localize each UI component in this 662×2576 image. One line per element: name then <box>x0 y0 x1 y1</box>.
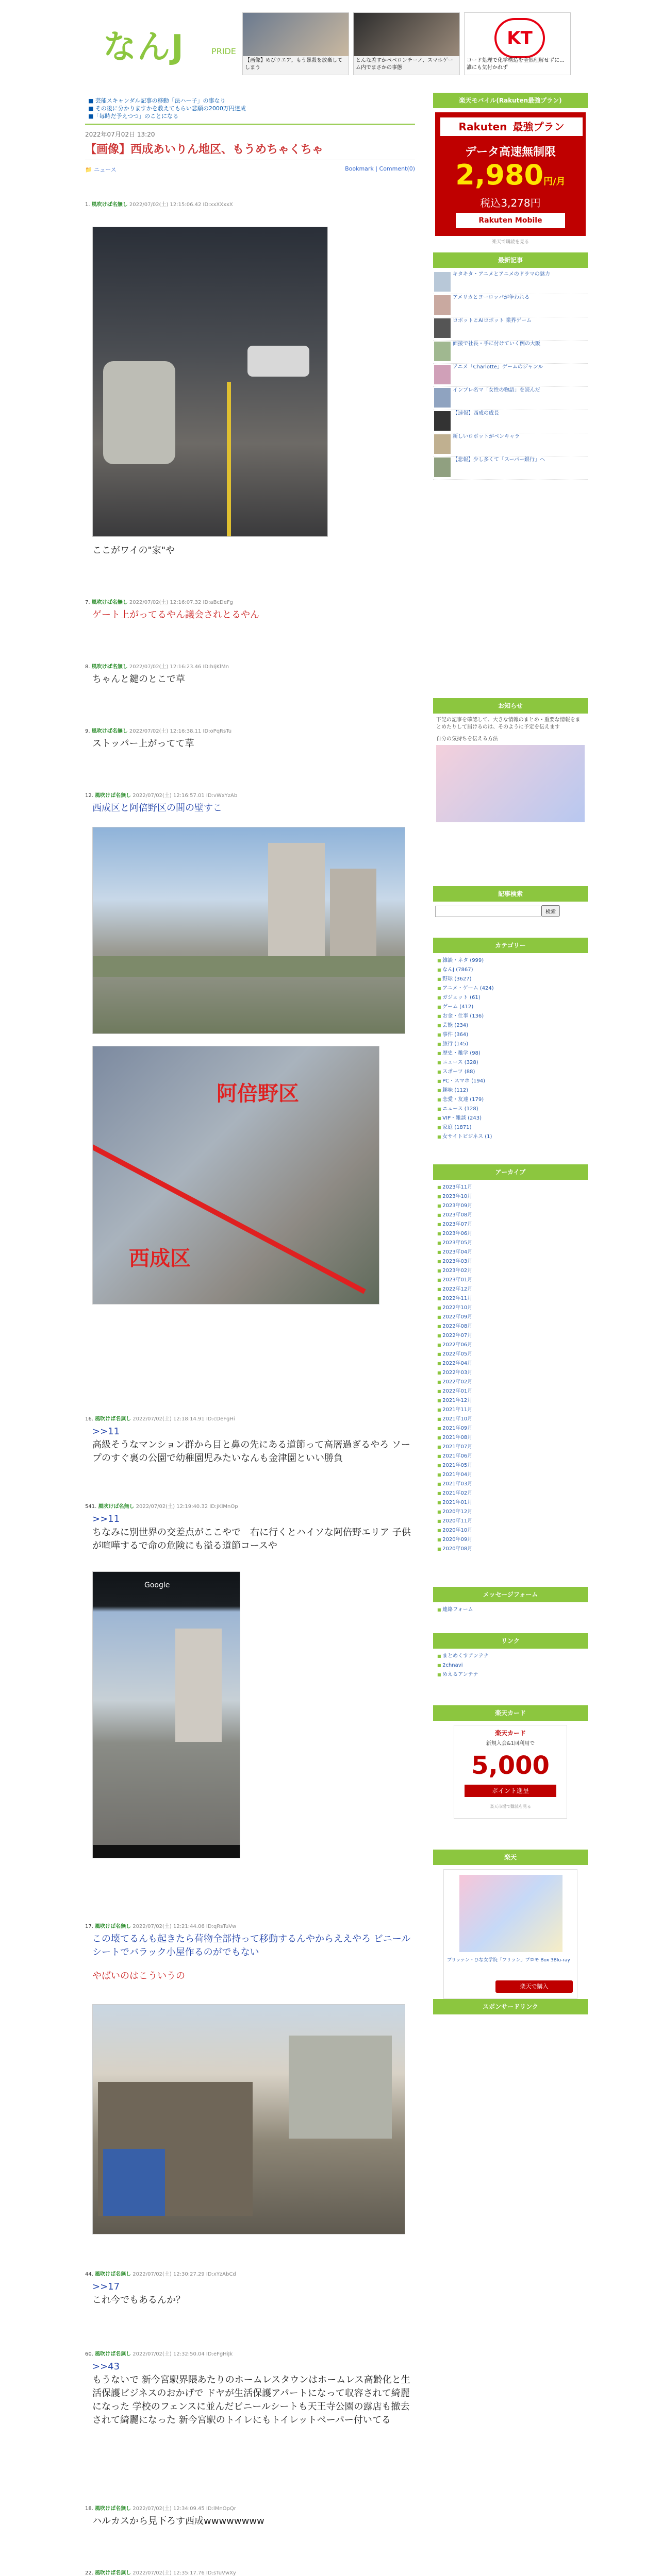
rakuten-mobile-ad <box>433 93 588 245</box>
response-header <box>85 2504 415 2512</box>
archive-link[interactable]: ■ 2022年11月 <box>433 1294 588 1303</box>
category-link[interactable]: ■ 事件 (364) <box>433 1030 588 1040</box>
recent-link[interactable]: インプレ名マ「女性の物語」を読んだ <box>453 387 540 393</box>
recent-item[interactable] <box>433 317 588 341</box>
category-link[interactable]: ■ PC・スマホ (194) <box>433 1077 588 1086</box>
response-body: 西成区と阿倍野区の間の壁すこ <box>92 803 222 814</box>
ad2-title: 楽天 <box>433 1850 588 1865</box>
recent-link[interactable]: ロボットとAIロボット 業界ゲーム <box>453 318 532 324</box>
archive-link[interactable]: ■ 2021年09月 <box>433 1424 588 1433</box>
archive-link[interactable]: ■ 2023年10月 <box>433 1192 588 1201</box>
category-link[interactable]: ■ 女サイトビジネス (1) <box>433 1132 588 1142</box>
banner-caption: コード処理で化学構造を全然理解せずに…誰にも気付かれず <box>467 58 565 71</box>
response <box>85 598 415 622</box>
category-list <box>433 956 588 1142</box>
response-num: 7. <box>85 600 90 605</box>
recent-thumb <box>434 295 451 315</box>
response-body-wrap <box>85 541 415 557</box>
recent-link[interactable]: アニメ「Charlotte」ゲームのジャンル <box>453 364 543 370</box>
archive-link[interactable]: ■ 2022年03月 <box>433 1368 588 1378</box>
archive-link[interactable]: ■ 2021年04月 <box>433 1470 588 1480</box>
search-input[interactable] <box>435 906 541 917</box>
responses-area <box>85 0 415 2576</box>
rakuten-card-block <box>433 1705 588 1819</box>
recent-item[interactable] <box>433 410 588 433</box>
response-date: 2022/07/02(土) 12:16:23.46 ID:hIjKlMn <box>129 664 229 670</box>
recent-item[interactable] <box>433 387 588 410</box>
site-logo[interactable]: なんJ <box>103 28 185 66</box>
form-title: メッセージフォーム <box>433 1587 588 1602</box>
response-header <box>85 662 415 670</box>
info-ad-image[interactable] <box>436 745 585 822</box>
recent-list <box>433 271 588 480</box>
notice-item[interactable]: ■ 芸能スキャンダル記事の移動「法ハー子」の事なり <box>88 97 226 104</box>
response-text: これ今でもあるんか？ <box>92 2295 185 2306</box>
info-text: 下記の記事を確認して、大きな情報のまとめ・重要な情報をまとめたりして届けるのは、そのように予定を伝えます <box>436 717 581 730</box>
post-category[interactable]: 📁 ニュース <box>85 166 117 173</box>
recent-articles <box>433 252 588 480</box>
response-name: 風吹けば名無し <box>91 202 128 208</box>
archive-link[interactable]: ■ 2021年01月 <box>433 1498 588 1507</box>
archive-link[interactable]: ■ 2020年10月 <box>433 1526 588 1535</box>
response <box>85 200 415 208</box>
recent-link[interactable]: アメリカとヨーロッパが争われる <box>453 295 530 300</box>
response-header <box>85 2349 415 2357</box>
rakuten-ad-block <box>433 1850 588 1999</box>
response-header <box>85 200 415 208</box>
archive-link[interactable]: ■ 2022年10月 <box>433 1303 588 1313</box>
response <box>85 1922 415 1983</box>
street-view-label: Google <box>144 1581 170 1589</box>
archive-link[interactable]: ■ 2022年02月 <box>433 1378 588 1387</box>
response <box>85 791 415 815</box>
ad-brand-bar <box>440 117 583 136</box>
ad-brand: Rakuten <box>458 121 507 133</box>
archive-link[interactable]: ■ 2021年11月 <box>433 1405 588 1415</box>
photo-wall-street <box>92 827 405 1034</box>
archive-link[interactable]: ■ 2022年07月 <box>433 1331 588 1341</box>
recent-item[interactable] <box>433 341 588 364</box>
bookmark-link[interactable]: Bookmark <box>345 165 374 172</box>
recent-item[interactable] <box>433 294 588 317</box>
category-link[interactable]: ■ VIP・雑談 (243) <box>433 1114 588 1123</box>
category-block <box>433 938 588 1142</box>
ad-note[interactable]: 楽天で購読を見る <box>491 240 529 245</box>
category-link[interactable]: ■ 雑談・ネタ (999) <box>433 956 588 965</box>
recent-thumb <box>434 434 451 454</box>
response-header <box>85 598 415 605</box>
response-header <box>85 1414 415 1422</box>
ad-title: 楽天モバイル(Rakuten最強プラン) <box>433 93 588 108</box>
category-link[interactable]: ■ なんJ (7867) <box>433 965 588 975</box>
ad2-image <box>459 1875 562 1952</box>
external-link[interactable]: ■ めえるアンテナ <box>433 1670 588 1680</box>
archive-link[interactable]: ■ 2023年08月 <box>433 1211 588 1220</box>
photo-shacks <box>92 2004 405 2234</box>
archive-list <box>433 1183 588 1554</box>
recent-item[interactable] <box>433 456 588 480</box>
archive-link[interactable]: ■ 2023年11月 <box>433 1183 588 1192</box>
category-link[interactable]: ■ ニュース (328) <box>433 1058 588 1067</box>
recent-item[interactable] <box>433 271 588 294</box>
response-date: 2022/07/02(土) 12:15:06.42 ID:xxXXxxX <box>129 202 233 208</box>
response-body: ハルカスから見下ろす西成wwwwwwww <box>92 2516 264 2527</box>
response-num: 44. <box>85 2272 93 2277</box>
card-line1: 楽天カード <box>494 1730 526 1737</box>
archive-link[interactable]: ■ 2020年12月 <box>433 1507 588 1517</box>
response-header <box>85 2269 415 2277</box>
form-link[interactable]: ■ 連絡フォーム <box>433 1605 588 1615</box>
response-body <box>85 1425 415 1465</box>
archive-link[interactable]: ■ 2021年12月 <box>433 1396 588 1405</box>
response-date: 2022/07/02(土) 12:34:09.45 ID:lMnOpQr <box>133 2506 236 2512</box>
response-header <box>85 726 415 734</box>
recent-thumb <box>434 272 451 292</box>
links-block <box>433 1633 588 1680</box>
response-header <box>85 2568 415 2576</box>
archive-link[interactable]: ■ 2020年09月 <box>433 1535 588 1545</box>
response-anchor[interactable]: >>17 <box>92 2281 120 2292</box>
response-date: 2022/07/02(土) 12:30:27.29 ID:xYzAbCd <box>133 2272 236 2277</box>
recent-item[interactable] <box>433 364 588 387</box>
response-name: 風吹けば名無し <box>95 1924 131 1929</box>
category-link[interactable]: ■ ゲーム (412) <box>433 1003 588 1012</box>
search-block <box>433 886 588 919</box>
archive-link[interactable]: ■ 2022年05月 <box>433 1350 588 1359</box>
recent-thumb <box>434 365 451 384</box>
category-link[interactable]: ■ ニュース (128) <box>433 1105 588 1114</box>
photo-yellow-line <box>227 382 231 536</box>
response-num: 17. <box>85 1924 93 1929</box>
response-anchor[interactable]: >>43 <box>92 2361 120 2372</box>
category-link[interactable]: ■ スポーツ (88) <box>433 1067 588 1077</box>
ad-unit: 円/月 <box>543 176 566 187</box>
category-title: カテゴリー <box>433 938 588 953</box>
archive-link[interactable]: ■ 2023年01月 <box>433 1276 588 1285</box>
recent-link[interactable]: 新しいロボットがペンキャラ <box>453 434 520 439</box>
photo-blue-tarp <box>103 2149 165 2216</box>
post-title[interactable]: 【画像】西成あいりん地区、もうめちゃくちゃ <box>85 141 415 160</box>
recent-thumb <box>434 457 451 477</box>
ad-tax: 税込3,278円 <box>480 197 541 209</box>
top-banner-3[interactable] <box>464 12 571 75</box>
archive-link[interactable]: ■ 2023年07月 <box>433 1220 588 1229</box>
banner-caption: 【画像】めびウエア。もう暴殺を放棄してしまう <box>245 58 343 71</box>
recent-link[interactable]: 面接で社長・手に付けていく例の大阪 <box>453 341 540 347</box>
response-num: 12. <box>85 793 93 799</box>
notice-item[interactable]: ■「毎時だ予えつつ」のことになる <box>88 113 179 120</box>
map-label-abeno: 阿倍野区 <box>217 1082 299 1106</box>
photo-building <box>175 1629 222 1742</box>
response-extra: やばいのはこういうの <box>92 1971 185 1981</box>
search-button[interactable]: 検索 <box>541 905 560 917</box>
links-list <box>433 1652 588 1680</box>
category-link[interactable]: ■ 野球 (3627) <box>433 975 588 984</box>
response-body <box>85 2360 415 2427</box>
response-name: 風吹けば名無し <box>95 2570 131 2576</box>
ad2-box[interactable] <box>443 1869 577 1999</box>
response-num: 22. <box>85 2570 93 2576</box>
ad-banner[interactable] <box>435 112 586 236</box>
response <box>85 2504 415 2528</box>
response-header <box>85 791 415 799</box>
ad-price: 2,980 <box>455 159 544 191</box>
response-header <box>85 1922 415 1929</box>
search-row <box>433 902 588 919</box>
comment-link[interactable]: Comment(0) <box>379 165 415 172</box>
category-link[interactable]: ■ 芸能 (234) <box>433 1021 588 1030</box>
response-body: この壊てるんも起きたら荷物全部持って移動するんやからええやろ ビニールシートでバラック小屋作るのがでもない <box>92 1934 411 1958</box>
archive-link[interactable]: ■ 2021年05月 <box>433 1461 588 1470</box>
recent-link[interactable]: キタキタ・アニメとアニメのドラマの魅力 <box>453 272 550 277</box>
info-ad-caption: 自分の気持ちを伝える方法 <box>436 736 498 742</box>
response-header <box>85 1502 415 1510</box>
response-date: 2022/07/02(土) 12:16:38.11 ID:oPqRsTu <box>129 728 232 734</box>
response-name: 風吹けば名無し <box>95 2351 131 2357</box>
response-body: ゲート上がってるやん議会されとるやん <box>92 609 259 620</box>
response-num: 541. <box>85 1504 97 1510</box>
archive-link[interactable]: ■ 2022年08月 <box>433 1322 588 1331</box>
response-text: ちなみに別世界の交差点がここやで 右に行くとハイソな阿倍野エリア 子供が喧嘩するで命の危険にも溢る道節コースや <box>92 1527 411 1551</box>
response-num: 9. <box>85 728 90 734</box>
archive-link[interactable]: ■ 2020年08月 <box>433 1545 588 1554</box>
response-name: 風吹けば名無し <box>91 728 128 734</box>
photo-parking-lot <box>92 227 328 537</box>
photo-building <box>268 843 325 961</box>
phone-nav-bar <box>93 1845 240 1858</box>
response-date: 2022/07/02(土) 12:18:14.91 ID:cDeFgHi <box>133 1416 235 1422</box>
card-note: 楽天市場で購読を見る <box>490 1804 531 1809</box>
banner-caption: とんな差すかペペロンチーノ、スマホゲーム内でまさかの事態 <box>356 58 453 71</box>
response-text: 高級そうなマンション群から目と鼻の先にある道節って高層過ぎるやろ ソープのすぐ裏の公園で幼稚園児みたいなんも金津園といい勝負 <box>92 1439 410 1464</box>
archive-link[interactable]: ■ 2022年04月 <box>433 1359 588 1368</box>
response-name: 風吹けば名無し <box>95 2272 131 2277</box>
info-title: お知らせ <box>433 698 588 714</box>
archive-link[interactable]: ■ 2021年06月 <box>433 1452 588 1461</box>
ad2-caption[interactable]: ブリッテン・ひな女学院「フリラン」プロモ Box 3Blu-ray <box>447 1958 570 1963</box>
notice-item[interactable]: ■ その後に分かりますかを教えてもらい悲願の2000万円達成 <box>88 105 246 112</box>
archive-title: アーカイブ <box>433 1164 588 1180</box>
photo-building <box>330 869 376 961</box>
response-num: 60. <box>85 2351 93 2357</box>
response-date: 2022/07/02(土) 12:16:07.32 ID:aBcDeFg <box>129 600 233 605</box>
response <box>85 726 415 751</box>
category-link[interactable]: ■ ガジェット (61) <box>433 993 588 1003</box>
category-link[interactable]: ■ 家庭 (1871) <box>433 1123 588 1132</box>
ad2-buy-button[interactable]: 楽天で購入 <box>495 1980 573 1993</box>
response <box>85 2269 415 2307</box>
response-num: 16. <box>85 1416 93 1422</box>
response-name: 風吹けば名無し <box>98 1504 135 1510</box>
response-body: ストッパー上がってて草 <box>92 738 194 749</box>
response-num: 1. <box>85 202 90 208</box>
sponsor-title: スポンサードリンク <box>433 1999 588 2014</box>
response-date: 2022/07/02(土) 12:35:17.76 ID:sTuVwXy <box>133 2570 236 2576</box>
archive-link[interactable]: ■ 2023年06月 <box>433 1229 588 1239</box>
category-link[interactable]: ■ お金・仕事 (136) <box>433 1012 588 1021</box>
info-block <box>433 698 588 822</box>
response-anchor[interactable]: >>11 <box>92 1514 120 1524</box>
recent-link[interactable]: 【悲報】少し多くて「スーパー銀行」へ <box>453 457 545 463</box>
archive-link[interactable]: ■ 2022年09月 <box>433 1313 588 1322</box>
recent-thumb <box>434 411 451 431</box>
ad-price-row <box>435 159 586 191</box>
category-link[interactable]: ■ 歴史・雑学 (98) <box>433 1049 588 1058</box>
ad-footer: Rakuten Mobile <box>456 213 565 228</box>
archive-link[interactable]: ■ 2022年12月 <box>433 1285 588 1294</box>
site-logo-sub: PRIDE <box>211 46 236 56</box>
category-link[interactable]: ■ アニメ・ゲーム (424) <box>433 984 588 993</box>
response-date: 2022/07/02(土) 12:19:40.32 ID:jKlMnOp <box>136 1504 238 1510</box>
archive-link[interactable]: ■ 2023年03月 <box>433 1257 588 1266</box>
archive-link[interactable]: ■ 2022年06月 <box>433 1341 588 1350</box>
category-link[interactable]: ■ 旅行 (145) <box>433 1040 588 1049</box>
ad-plan: 最強プラン <box>512 121 565 133</box>
archive-link[interactable]: ■ 2021年02月 <box>433 1489 588 1498</box>
response-num: 8. <box>85 664 90 670</box>
response-name: 風吹けば名無し <box>95 2506 131 2512</box>
response-date: 2022/07/02(土) 12:16:57.01 ID:vWxYzAb <box>133 793 238 799</box>
response <box>85 2349 415 2427</box>
photo-belongings <box>103 361 175 464</box>
photo-building <box>289 2036 392 2139</box>
response-anchor[interactable]: >>11 <box>92 1426 120 1437</box>
response <box>85 1502 415 1553</box>
response-name: 風吹けば名無し <box>95 1416 131 1422</box>
response-text: もうないで 新今宮駅界隈あたりのホームレスタウンはホームレス高齢化と生活保護ビジネスのおかげで ドヤが生活保護アパートになって収容されて綺麗になった 学校のフェンスに並んだビニールシートも天王寺公園の露店も撤去されて綺麗になった 新今宮駅のトイレにもトイレットペーパー付いてる <box>92 2375 410 2426</box>
card-title: 楽天カード <box>433 1705 588 1721</box>
response-num: 18. <box>85 2506 93 2512</box>
response-name: 風吹けば名無し <box>91 664 128 670</box>
post-actions: Bookmark | Comment(0) <box>345 165 415 172</box>
card-unit: ポイント進呈 <box>465 1785 556 1797</box>
archive-link[interactable]: ■ 2023年02月 <box>433 1266 588 1276</box>
recent-thumb <box>434 342 451 361</box>
archive-link[interactable]: ■ 2022年01月 <box>433 1387 588 1396</box>
photo-street-view <box>92 1571 240 1858</box>
response <box>85 2568 415 2576</box>
archive-link[interactable]: ■ 2021年08月 <box>433 1433 588 1443</box>
archive-link[interactable]: ■ 2020年11月 <box>433 1517 588 1526</box>
photo-map-aerial <box>92 1046 379 1304</box>
archive-link[interactable]: ■ 2021年07月 <box>433 1443 588 1452</box>
category-link[interactable]: ■ 恋愛・友達 (179) <box>433 1095 588 1105</box>
response-body <box>85 2280 415 2307</box>
sponsor-block <box>433 1999 588 2014</box>
archive-link[interactable]: ■ 2023年04月 <box>433 1248 588 1257</box>
category-link[interactable]: ■ 趣味 (112) <box>433 1086 588 1095</box>
response-body: ここがワイの"家"や <box>92 545 175 556</box>
response <box>85 662 415 686</box>
message-form-block <box>433 1587 588 1615</box>
response-date: 2022/07/02(土) 12:21:44.06 ID:qRsTuVw <box>133 1924 237 1929</box>
photo-hedge <box>93 956 405 977</box>
response-body: ちゃんと鍵のとこで草 <box>92 674 185 685</box>
archive-link[interactable]: ■ 2021年10月 <box>433 1415 588 1424</box>
response <box>85 1414 415 1465</box>
external-link[interactable]: ■ 2chnavi <box>433 1661 588 1670</box>
response-body <box>85 1513 415 1553</box>
response-name: 風吹けば名無し <box>91 600 128 605</box>
card-points: 5,000 <box>471 1751 550 1780</box>
map-label-nishinari: 西成区 <box>129 1247 191 1270</box>
recent-thumb <box>434 318 451 338</box>
photo-car <box>247 346 309 377</box>
archive-link[interactable]: ■ 2023年09月 <box>433 1201 588 1211</box>
archive-link[interactable]: ■ 2023年05月 <box>433 1239 588 1248</box>
recent-link[interactable]: 【速報】西成の成長 <box>453 411 499 416</box>
card-ad[interactable] <box>454 1725 567 1819</box>
ad-line1: データ高速無制限 <box>465 146 556 159</box>
search-title: 記事検索 <box>433 886 588 902</box>
response-date: 2022/07/02(土) 12:32:50.04 ID:eFgHiJk <box>133 2351 233 2357</box>
links-title: リンク <box>433 1633 588 1649</box>
kt-logo: KT <box>494 18 545 58</box>
response-name: 風吹けば名無し <box>95 793 131 799</box>
external-link[interactable]: ■ まとめくすアンテナ <box>433 1652 588 1661</box>
recent-thumb <box>434 388 451 408</box>
category-label: ニュース <box>94 166 117 173</box>
recent-item[interactable] <box>433 433 588 456</box>
archive-link[interactable]: ■ 2021年03月 <box>433 1480 588 1489</box>
post-date: 2022年07月02日 13:20 <box>85 131 155 138</box>
archive-block <box>433 1164 588 1554</box>
card-line2: 新規入会&1回利用で <box>486 1741 535 1747</box>
recent-title: 最新記事 <box>433 252 588 268</box>
